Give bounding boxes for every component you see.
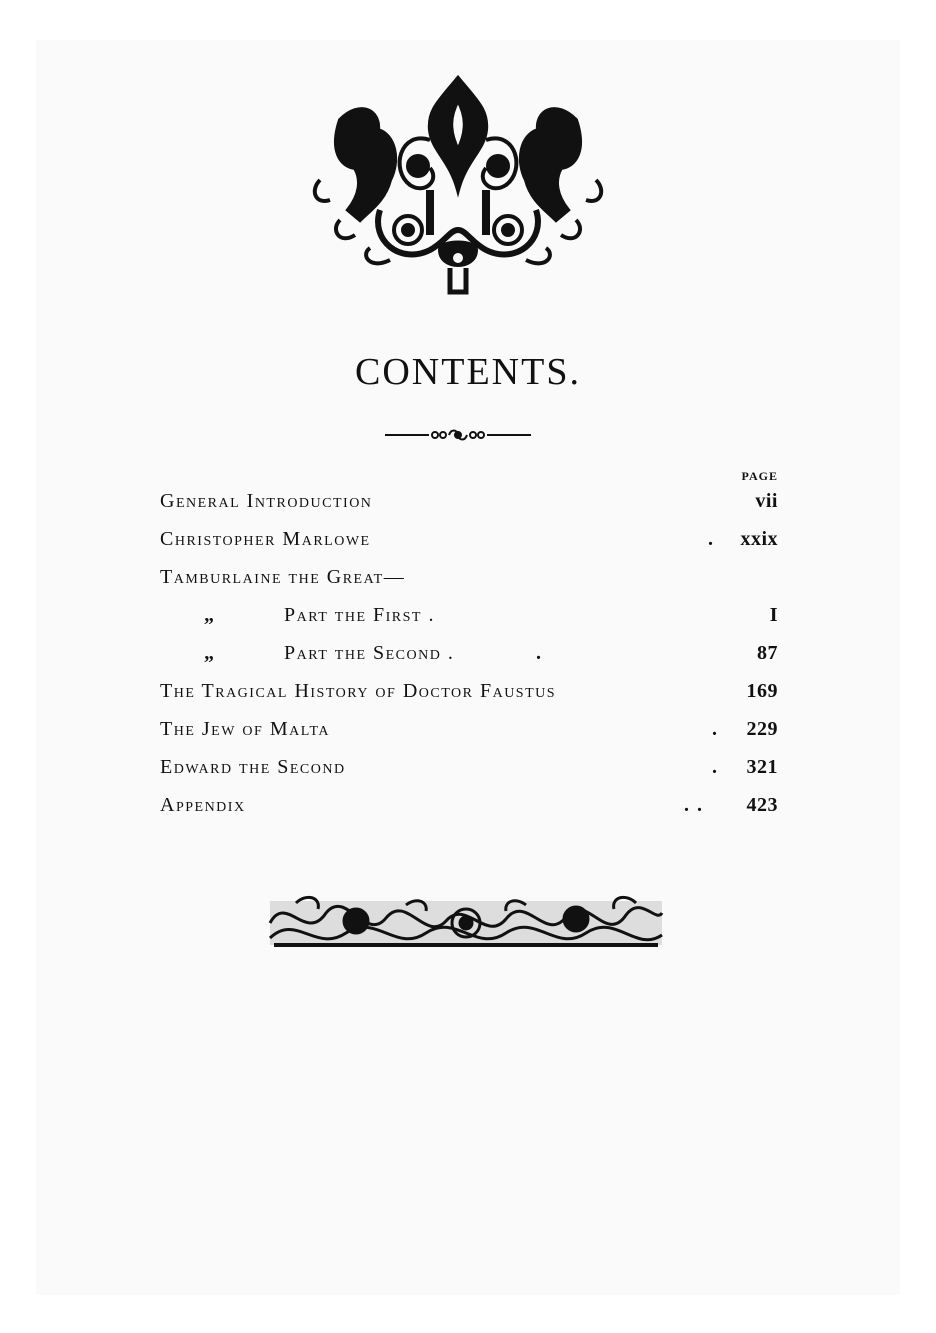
toc-entry-page: 423 (746, 794, 778, 816)
toc-entry-christopher-marlowe[interactable] (160, 528, 778, 560)
page-column-label: PAGE (741, 469, 778, 483)
heraldic-ornament-icon (300, 70, 616, 300)
page-title: CONTENTS. (355, 351, 581, 393)
ditto-mark: „ (204, 604, 216, 626)
toc-entry-label: Tamburlaine the Great— (160, 566, 406, 588)
toc-entry-dots: . (708, 528, 715, 550)
toc-entry-label: Part the First . (284, 604, 435, 626)
toc-entry-part-first[interactable] (160, 604, 778, 636)
toc-entry-tamburlaine[interactable] (160, 566, 778, 598)
toc-entry-page: 87 (757, 642, 778, 664)
toc-entry-general-introduction[interactable] (160, 490, 778, 522)
toc-entry-label: Appendix (160, 794, 246, 816)
flourish-divider-icon (385, 426, 531, 444)
toc-entry-dots: . (712, 718, 719, 740)
toc-entry-page: I (769, 604, 778, 626)
toc-entry-page: vii (755, 490, 778, 512)
toc-entry-label: Christopher Marlowe (160, 528, 371, 550)
ditto-mark: „ (204, 642, 216, 664)
toc-entry-dots: . (712, 756, 719, 778)
toc-entry-dots: . (536, 642, 543, 664)
toc-entry-doctor-faustus[interactable] (160, 680, 778, 712)
toc-entry-appendix[interactable] (160, 794, 778, 826)
toc-entry-jew-of-malta[interactable] (160, 718, 778, 750)
toc-entry-page: 321 (746, 756, 778, 778)
toc-entry-page: 169 (746, 680, 778, 702)
toc-entry-edward-the-second[interactable] (160, 756, 778, 788)
toc-entry-label: General Introduction (160, 490, 373, 512)
toc-entry-label: Edward the Second (160, 756, 346, 778)
toc-entry-label: Part the Second . (284, 642, 455, 664)
toc-entry-label: The Tragical History of Doctor Faustus (160, 680, 557, 702)
toc-entry-label: The Jew of Malta (160, 718, 331, 740)
toc-entry-page: 229 (746, 718, 778, 740)
floral-tailpiece-icon (266, 883, 666, 955)
toc-entry-part-second[interactable] (160, 642, 778, 674)
toc-entry-page: xxix (740, 528, 778, 550)
toc-entry-dots: . . (684, 794, 704, 816)
